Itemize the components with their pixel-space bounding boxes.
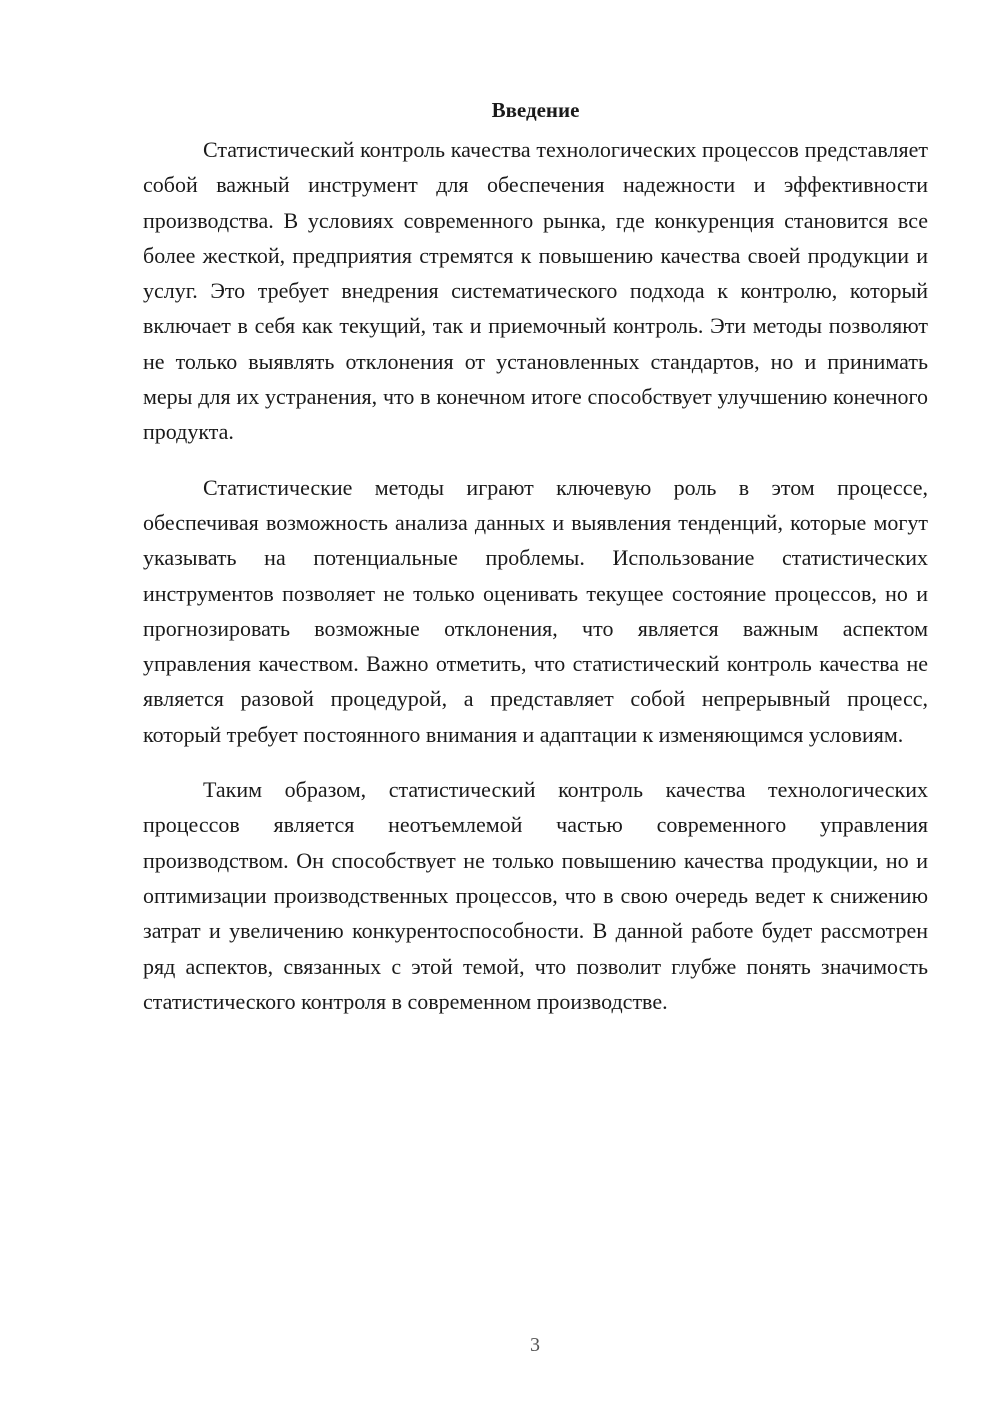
document-page <box>143 95 928 1039</box>
paragraph-3: Таким образом, статистический контроль качества технологических процессов является неотъемлемой частью современного управления производством. Он способствует не только повышению качества продукции, но и оптимизации производственных процессов, что в свою очередь ведет к снижению затрат и увеличению конкурентоспособности. В данной работе будет рассмотрен ряд аспектов, связанных с этой темой, что позволит глубже понять значимость статистического контроля в современном производстве. <box>143 777 928 1014</box>
paragraph-1: Статистический контроль качества технологических процессов представляет собой важный инструмент для обеспечения надежности и эффективности производства. В условиях современного рынка, где конкуренция становится все более жесткой, предприятия стремятся к повышению качества своей продукции и услуг. Это требует внедрения систематического подхода к контролю, который включает в себя как текущий, так и приемочный контроль. Эти методы позволяют не только выявлять отклонения от установленных стандартов, но и принимать меры для их устранения, что в конечном итоге способствует улучшению конечного продукта. <box>143 137 928 445</box>
page-number: 3 <box>530 1334 540 1356</box>
section-title: Введение <box>491 98 580 122</box>
paragraph-2: Статистические методы играют ключевую роль в этом процессе, обеспечивая возможность анализа данных и выявления тенденций, которые могут указывать на потенциальные проблемы. Использование статистических инструментов позволяет не только оценивать текущее состояние процессов, но и прогнозировать возможные отклонения, что является важным аспектом управления качеством. Важно отметить, что статистический контроль качества не является разовой процедурой, а представляет собой непрерывный процесс, который требует постоянного внимания и адаптации к изменяющимся условиям. <box>143 474 928 747</box>
